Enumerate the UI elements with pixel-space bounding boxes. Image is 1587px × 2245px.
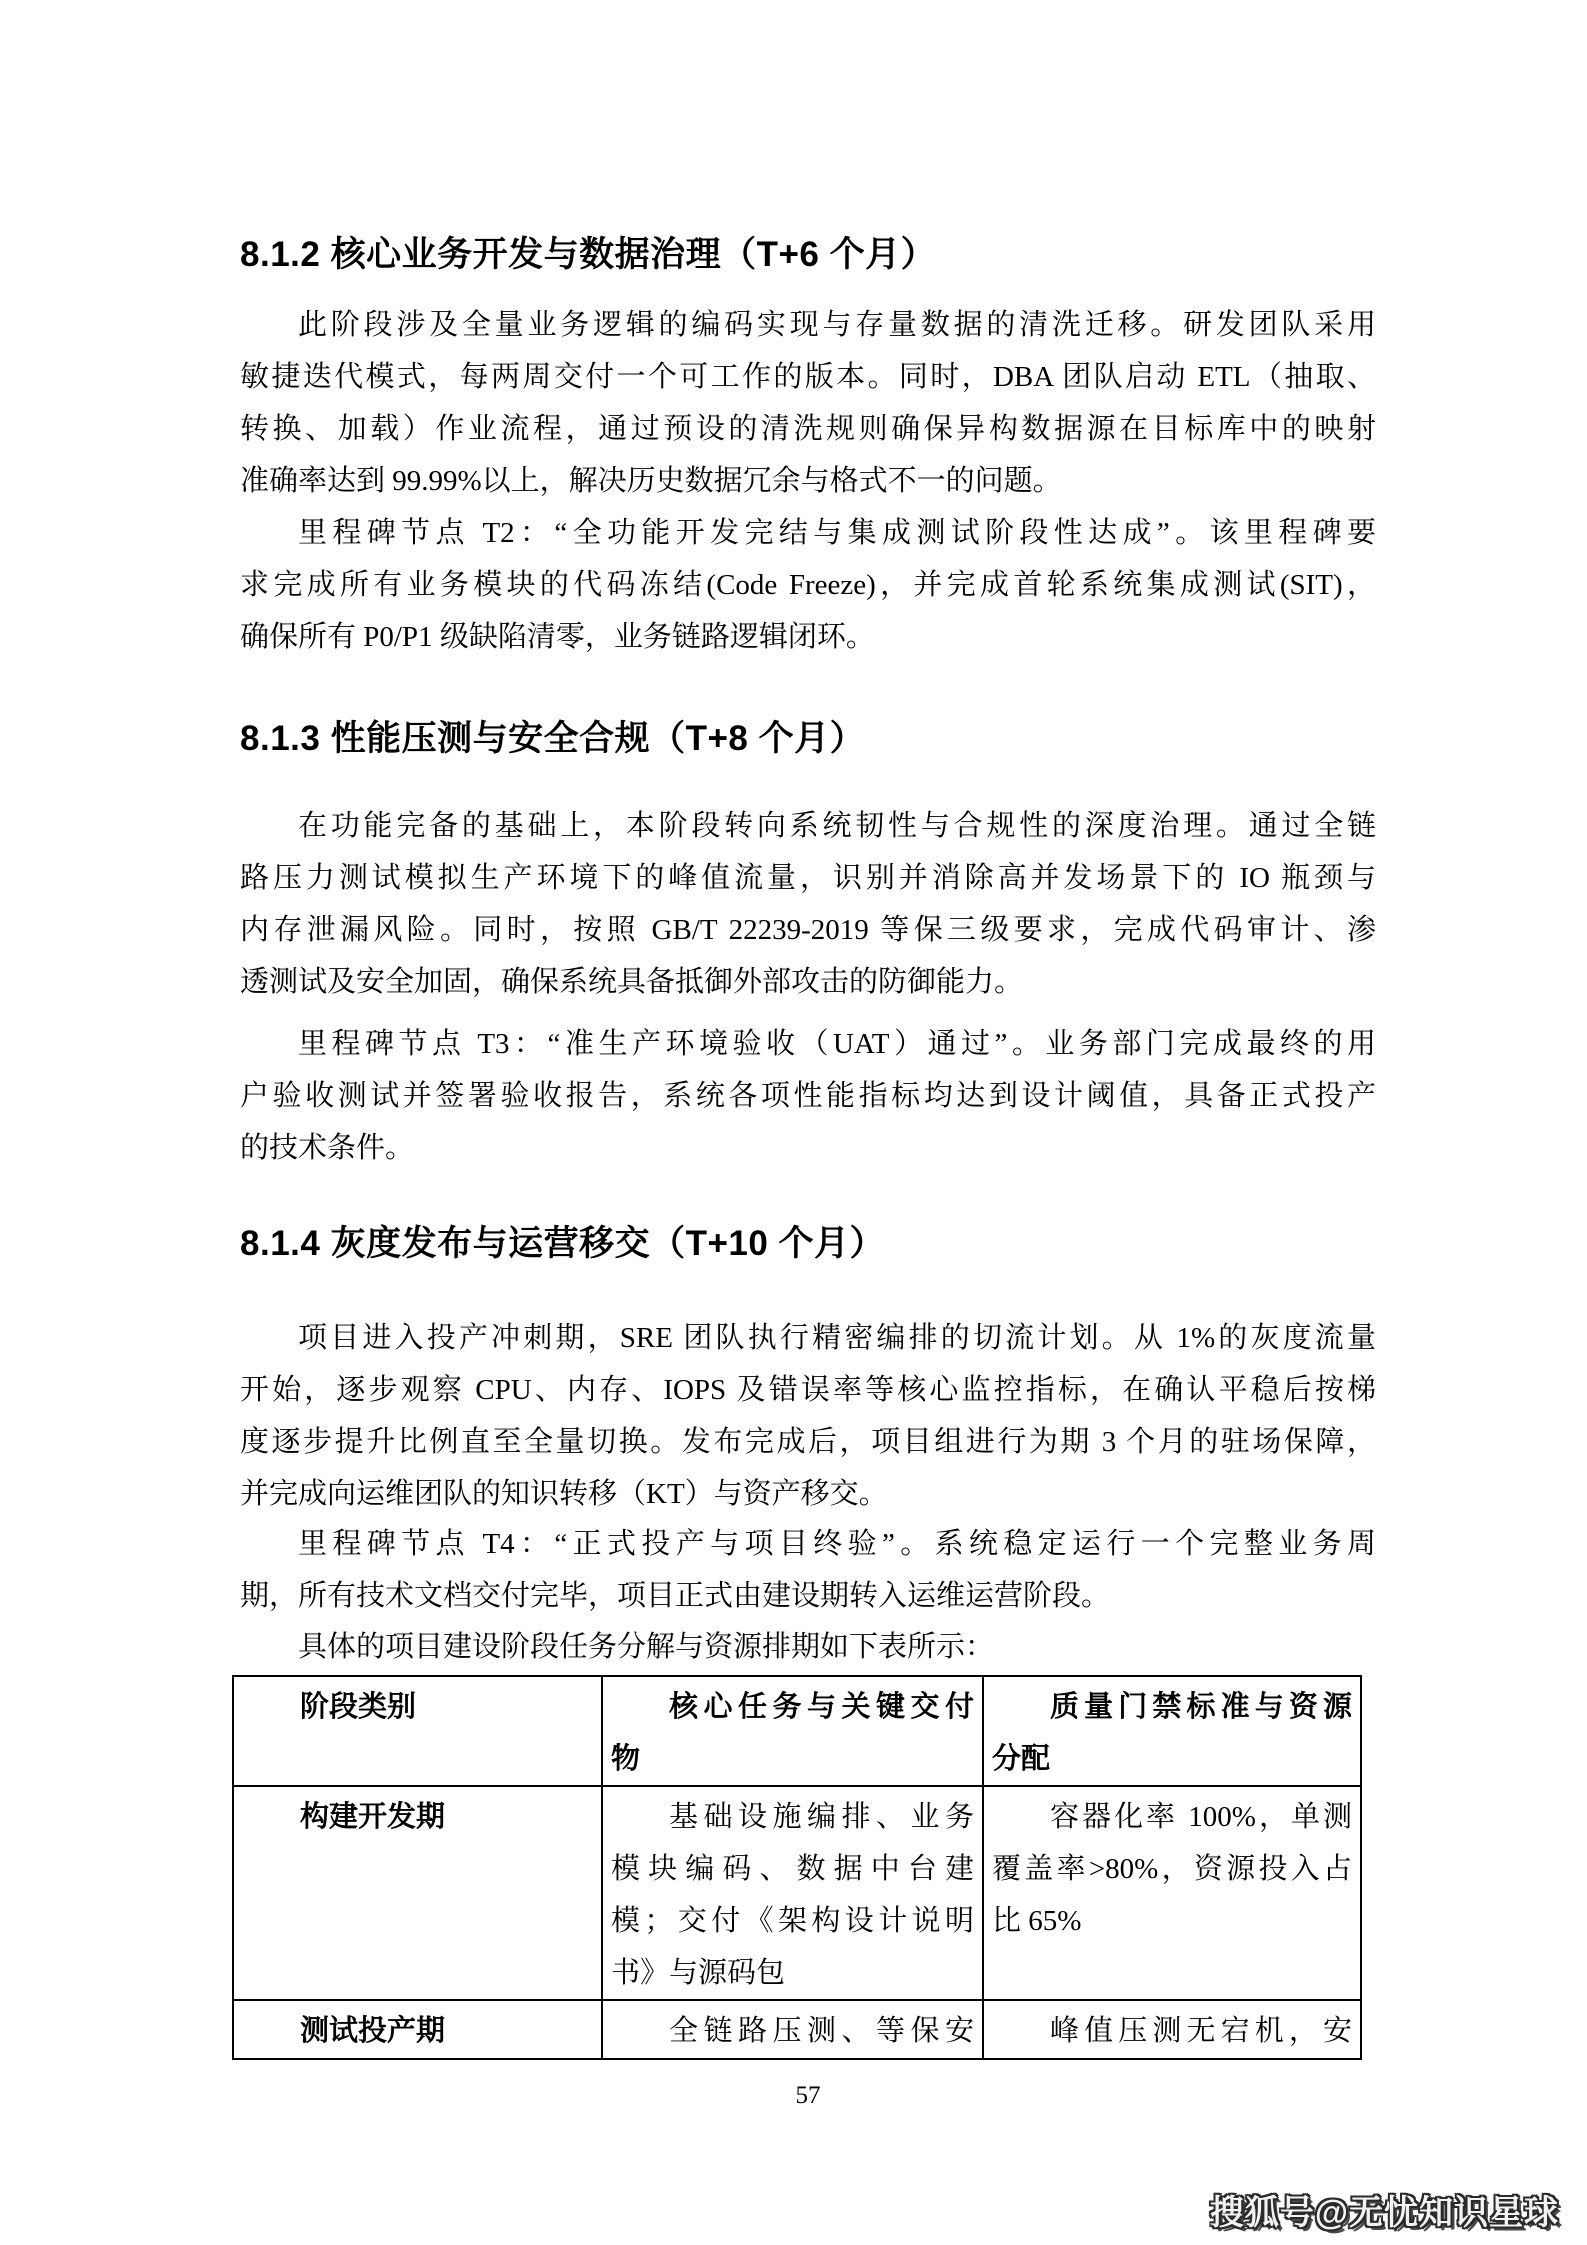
text-line: 容器化率 100%，单测 xyxy=(1050,1801,1352,1833)
text-line: 路压力测试模拟生产环境下的峰值流量，识别并消除高并发场景下的 IO 瓶颈与 xyxy=(240,862,1376,894)
phase-schedule-table xyxy=(232,1675,1362,2060)
paragraph-table-intro xyxy=(240,1621,1376,1673)
text-line: 内存泄漏风险。同时，按照 GB/T 22239-2019 等保三级要求，完成代码审计、渗 xyxy=(240,914,1376,946)
cell-tasks-build-dev xyxy=(602,1786,983,2000)
table-row-build-dev xyxy=(233,1786,1361,2000)
text-line: 核心任务与关键交付 xyxy=(669,1691,974,1723)
text-line: 透测试及安全加固，确保系统具备抵御外部攻击的防御能力。 xyxy=(240,966,1024,998)
cell-phase-build-dev xyxy=(233,1786,602,2000)
text-line: 模；交付《架构设计说明 xyxy=(611,1905,974,1937)
header-cell-quality-gate xyxy=(983,1676,1361,1786)
text-line: 度逐步提升比例直至全量切换。发布完成后，项目组进行为期 3 个月的驻场保障， xyxy=(240,1426,1376,1458)
text-line: 模块编码、数据中台建 xyxy=(611,1853,974,1885)
table-header-row xyxy=(233,1676,1361,1786)
text-line: 并完成向运维团队的知识转移（KT）与资产移交。 xyxy=(240,1478,888,1510)
text-line: 确保所有 P0/P1 级缺陷清零，业务链路逻辑闭环。 xyxy=(240,621,875,653)
text-line: 的技术条件。 xyxy=(240,1132,415,1164)
text-line: 求完成所有业务模块的代码冻结(Code Freeze)，并完成首轮系统集成测试(SIT)， xyxy=(240,569,1376,601)
text-line: 期，所有技术文档交付完毕，项目正式由建设期转入运维运营阶段。 xyxy=(240,1580,1111,1612)
paragraph-milestone-t3 xyxy=(240,1018,1376,1174)
text-line: 书》与源码包 xyxy=(611,1957,786,1989)
text-line: 开始，逐步观察 CPU、内存、IOPS 及错误率等核心监控指标，在确认平稳后按梯 xyxy=(240,1374,1376,1406)
cell-gate-build-dev xyxy=(983,1786,1361,2000)
text-line: 此阶段涉及全量业务逻辑的编码实现与存量数据的清洗迁移。研发团队采用 xyxy=(298,309,1376,341)
text-line: 分配 xyxy=(992,1743,1051,1775)
watermark-text: 搜狐号@无忧知识星球 xyxy=(1209,2194,1559,2232)
cell-tasks-test-launch xyxy=(602,2000,983,2059)
text-line: 质量门禁标准与资源 xyxy=(1050,1691,1352,1723)
text-line: 构建开发期 xyxy=(300,1801,446,1833)
heading-8-1-3: 8.1.3 性能压测与安全合规（T+8 个月） xyxy=(240,719,866,758)
text-line: 物 xyxy=(611,1743,641,1775)
text-line: 覆盖率>80%，资源投入占 xyxy=(992,1853,1352,1885)
text-line: 敏捷迭代模式，每两周交付一个可工作的版本。同时，DBA 团队启动 ETL（抽取、 xyxy=(240,361,1376,393)
paragraph-performance-security xyxy=(240,800,1376,1008)
text-line: 全链路压测、等保安 xyxy=(669,2015,974,2047)
text-line: 转换、加载）作业流程，通过预设的清洗规则确保异构数据源在目标库中的映射 xyxy=(240,413,1376,445)
text-line: 户验收测试并签署验收报告，系统各项性能指标均达到设计阈值，具备正式投产 xyxy=(240,1080,1376,1112)
page-number: 57 xyxy=(795,2082,821,2109)
text-line: 测试投产期 xyxy=(300,2015,446,2047)
heading-8-1-2: 8.1.2 核心业务开发与数据治理（T+6 个月） xyxy=(240,235,937,274)
text-line: 基础设施编排、业务 xyxy=(669,1801,974,1833)
cell-gate-test-launch xyxy=(983,2000,1361,2059)
paragraph-gray-release xyxy=(240,1312,1376,1520)
heading-8-1-4: 8.1.4 灰度发布与运营移交（T+10 个月） xyxy=(240,1224,886,1263)
cell-phase-test-launch xyxy=(233,2000,602,2059)
text-line: 里程碑节点 T3：“准生产环境验收（UAT）通过”。业务部门完成最终的用 xyxy=(298,1028,1376,1060)
text-line: 里程碑节点 T2：“全功能开发完结与集成测试阶段性达成”。该里程碑要 xyxy=(298,517,1376,549)
text-line: 准确率达到 99.99%以上，解决历史数据冗余与格式不一的问题。 xyxy=(240,465,1062,497)
text-line: 具体的项目建设阶段任务分解与资源排期如下表所示： xyxy=(298,1631,995,1663)
text-line: 里程碑节点 T4：“正式投产与项目终验”。系统稳定运行一个完整业务周 xyxy=(298,1528,1376,1560)
text-line: 在功能完备的基础上，本阶段转向系统韧性与合规性的深度治理。通过全链 xyxy=(298,810,1376,842)
table-row-test-launch xyxy=(233,2000,1361,2059)
text-line: 比 65% xyxy=(992,1905,1082,1937)
text-line: 阶段类别 xyxy=(300,1691,417,1723)
header-cell-core-tasks xyxy=(602,1676,983,1786)
text-line: 峰值压测无宕机，安 xyxy=(1050,2015,1352,2047)
text-line: 项目进入投产冲刺期，SRE 团队执行精密编排的切流计划。从 1%的灰度流量 xyxy=(298,1322,1376,1354)
paragraph-milestone-t2 xyxy=(240,507,1376,663)
header-cell-phase-category xyxy=(233,1676,602,1786)
paragraph-milestone-t4 xyxy=(240,1518,1376,1622)
paragraph-dev-data-governance xyxy=(240,299,1376,507)
